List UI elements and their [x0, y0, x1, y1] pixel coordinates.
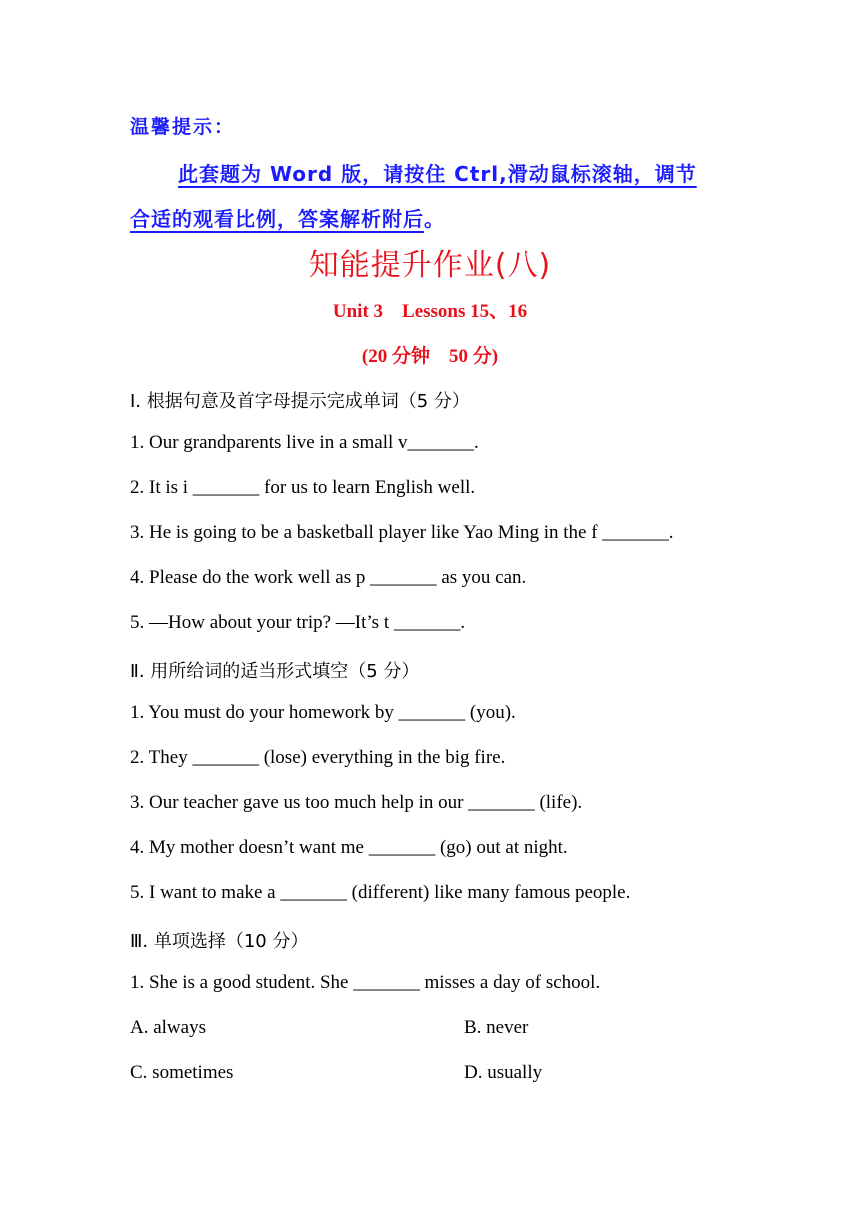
option-b: B. never: [464, 1017, 529, 1038]
section-1-question: 5. —How about your trip? —It’s t _______.: [130, 612, 466, 633]
section-2-question: 5. I want to make a _______ (different) like many famous people.: [130, 882, 631, 903]
option-c: C. sometimes: [130, 1062, 234, 1083]
time-score-subtitle: (20 分钟 50 分): [361, 346, 499, 367]
unit-subtitle: Unit 3 Lessons 15、16: [332, 301, 528, 322]
tip-line-2-end: 。: [424, 207, 445, 231]
section-1-question: 1. Our grandparents live in a small v_______.: [130, 432, 479, 453]
section-2-question: 2. They _______ (lose) everything in the big fire.: [130, 747, 506, 768]
section-2-question: 3. Our teacher gave us too much help in our _______ (life).: [130, 792, 583, 813]
section-1-question: 2. It is i _______ for us to learn English well.: [130, 477, 476, 498]
section-3-heading: Ⅲ. 单项选择（10 分）: [130, 931, 309, 952]
section-1-question: 4. Please do the work well as p _______ as you can.: [130, 567, 527, 588]
option-a: A. always: [130, 1017, 206, 1038]
section-2-question: 1. You must do your homework by _______ (you).: [130, 702, 516, 723]
section-1-question: 3. He is going to be a basketball player like Yao Ming in the f _______.: [130, 522, 674, 543]
section-2-question: 4. My mother doesn’t want me _______ (go) out at night.: [130, 837, 568, 858]
section-3-question: 1. She is a good student. She _______ misses a day of school.: [130, 972, 601, 993]
option-d: D. usually: [464, 1062, 543, 1083]
section-1-heading: Ⅰ. 根据句意及首字母提示完成单词（5 分）: [130, 391, 470, 412]
page-title: 知能提升作业(八): [308, 248, 552, 283]
tip-line-2: [130, 203, 445, 232]
tip-line-2-text: 合适的观看比例，答案解析附后: [130, 207, 424, 231]
section-2-heading: Ⅱ. 用所给词的适当形式填空（5 分）: [130, 661, 420, 682]
tip-line-1: 此套题为 Word 版，请按住 Ctrl,滑动鼠标滚轴，调节: [178, 162, 697, 186]
tip-title: 温馨提示：: [130, 116, 236, 138]
